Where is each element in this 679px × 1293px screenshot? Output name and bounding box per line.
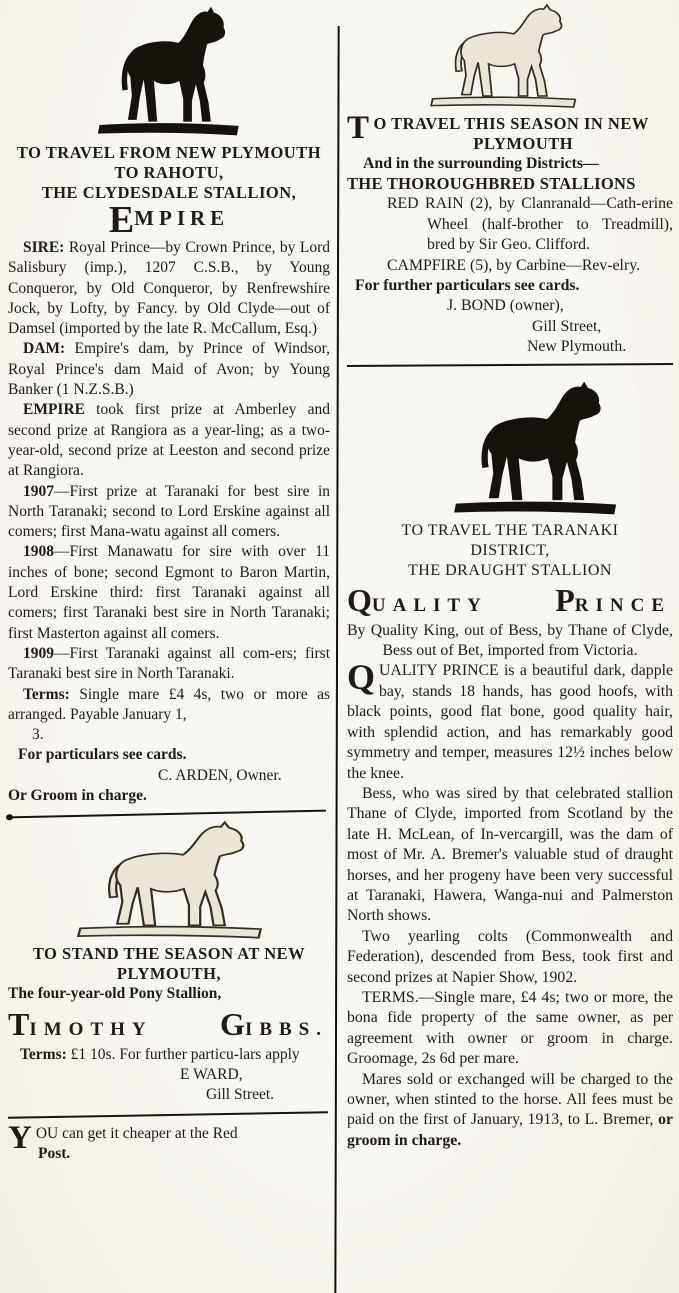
terms-year: 3. [32,726,44,744]
ad-heading-line: TO TRAVEL THE TARANAKI [401,521,619,539]
ad-heading-line: THE DRAUGHT STALLION [408,561,612,579]
terms-paragraph: Terms: Single mare £4 4s, two or more as arranged. Payable January 1, [8,685,330,723]
right-column [347,0,673,1151]
dropcap-letter: Q [347,657,376,698]
draught-horse-illustration [90,4,248,138]
stallion-red-rain-paragraph: RED RAIN (2), by Clanranald—Cath-erine Wheel (half-brother to Treadmill), bred by Sir Geo. Clifford. [387,195,673,254]
dropcap-letter: Q [347,581,372,618]
red-post-ad [8,1119,330,1165]
dropcap-letter: Y [8,1119,32,1156]
section-divider [8,1111,328,1121]
ad-heading-line: THE CLYDESDALE STALLION, [41,183,297,202]
fees-paragraph: Mares sold or exchanged will be charged to the owner, when stinted to the horse. All fees must be paid on the first of January, 1913, to L. Bremer, or groom in charge. [347,1070,673,1149]
colts-paragraph: Two yearling colts (Commonwealth and Federation), descended from Bess, took first and second prizes at Napier Show, 1902. [347,927,673,986]
bond-signature-address: Gill Street, [532,317,602,335]
stallion-name-quality-prince: QUALITY PRINCE [347,581,671,618]
section-divider [8,810,326,821]
dropcap-letter: P [555,581,575,618]
draught-horse-illustration [445,379,627,517]
stallion-campfire-paragraph: CAMPFIRE (5), by Carbine—Rev-elry. [387,256,641,274]
thoroughbred-ad [347,110,673,358]
empire-ad [8,143,330,806]
ad-heading-line: PLYMOUTH [473,134,574,153]
left-column [8,0,330,1164]
ad-subtitle: And in the surrounding Districts— [363,155,599,172]
dam-paragraph: DAM: Empire's dam, by Prince of Windsor, Royal Prince's dam Maid of Avon; by Young Banker (1 N.Z.S.B.) [8,340,330,399]
quality-prince-ad [347,521,673,1152]
groom-line: Or Groom in charge. [8,787,147,805]
particulars-line: For further particulars see cards. [355,277,580,295]
record-1907-paragraph: 1907—First prize at Taranaki for best sire in North Taranaki; second to Lord Erskine against all comers; first Mana-watu against all comers. [8,482,330,541]
sire-paragraph: SIRE: Royal Prince—by Crown Prince, by Lord Salisbury (imp.), 1207 C.S.B., by Young Conqueror, by Old Conqueror, by Renfrewshire Jock, by Lofty, by Fancy. by Old Clyde—out of Damsel (imported by the late R. McCallum, Esq.) [8,239,330,338]
gibbs-signature-address: Gill Street. [206,1086,275,1104]
ad-heading-line: T O TRAVEL THIS SEASON IN NEW [347,110,649,146]
dropcap-letter: T [8,1005,30,1042]
ad-heading-line: TO TRAVEL FROM NEW PLYMOUTH [16,143,322,162]
bond-signature-address: New Plymouth. [527,338,627,356]
terms-paragraph: TERMS.—Single mare, £4 4s; two or more, the bona fide property of the same owner, as per agreement with owner or groom in charge. Groomage, 2s 6d per mare. [347,988,673,1068]
ad-heading-line: DISTRICT, [470,541,550,559]
bess-history-paragraph: Bess, who was sired by that celebrated stallion Thane of Clyde, imported from Scotland by the late H. McLean, of In-vercargill, was the dam of most of Mr. A. Bremer's valuable stud of draught horses, and her progeny have been very successful at Taranaki, Hawera, Wanga-nui and Palmerston North shows. [347,784,673,925]
red-post-line2: Post. [38,1144,71,1162]
pedigree-paragraph: By Quality King, out of Bess, by Thane of Clyde, Bess out of Bet, imported from Victoria. [347,621,673,660]
ad-heading-line: TO RAHOTU, [114,163,224,182]
section-divider [347,363,673,369]
ad-subtitle: THE THOROUGHBRED STALLIONS [347,174,636,194]
owner-signature: C. ARDEN, Owner. [158,766,282,784]
thoroughbred-stallion-sketch-illustration [423,3,585,109]
stallion-name-timothy-gibbs: TIMOTHY GIBBS. [8,1005,328,1042]
dropcap-letter: G [220,1005,245,1042]
timothy-gibbs-ad [8,944,330,1105]
ad-heading-line: PLYMOUTH, [116,964,222,984]
bond-signature-name: J. BOND (owner), [447,297,564,315]
description-paragraph: QUALITY PRINCE is a beautiful dark, dapple bay, stands 18 hands, has good hoofs, with black points, good flat bone, good quality hair, with splendid action, and has remarkably good symmetry and temper, measures 12½ inches below the knee. [347,657,673,782]
ad-heading-line: TO STAND THE SEASON AT NEW [32,944,306,964]
gibbs-terms-paragraph: Terms: £1 10s. For further particu-lars apply [20,1045,300,1063]
dropcap-letter: E [108,199,135,241]
stallion-name-empire: EMPIRE [108,199,230,241]
column-divider [334,26,339,1293]
gibbs-signature-name: E WARD, [180,1065,243,1083]
dropcap-letter: T [347,110,370,146]
record-1909-paragraph: 1909—First Taranaki against all com-ers; first Taranaki best sire in North Taranaki. [8,644,330,683]
particulars-line: For particulars see cards. [18,746,187,764]
red-post-line: YOU can get it cheaper at the Red [8,1119,238,1156]
ad-subtitle: The four-year-old Pony Stallion, [8,985,222,1003]
record-intro-paragraph: EMPIRE took first prize at Amberley and second prize at Rangiora as a year-ling; as a two-year-old, second prize at Leeston and second prize at Rangiora. [8,401,330,480]
record-1908-paragraph: 1908—First Manawatu for sire with over 11 inches of bone; second Egmont to Baron Martin, Lord Erskine third: first Taranaki against all comers; first Taranaki best sire in North Taranaki; first Masterton against all comers. [8,543,330,642]
pony-stallion-sketch-illustration [68,820,273,940]
